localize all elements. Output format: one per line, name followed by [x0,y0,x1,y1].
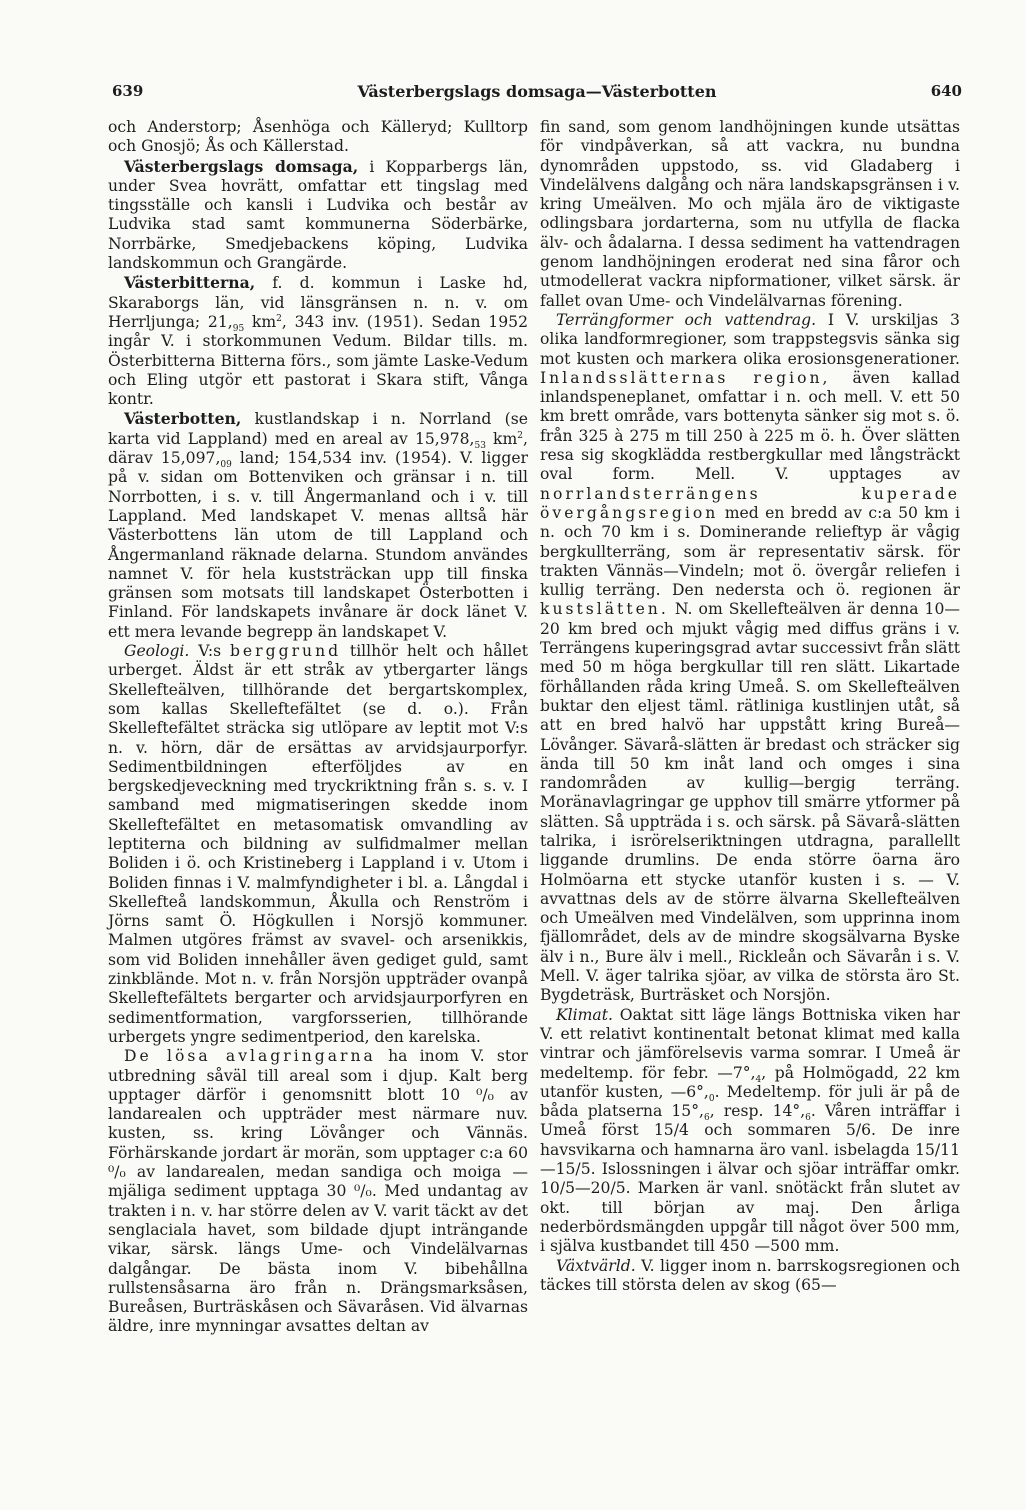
headword: Västerbitterna, [124,273,256,293]
section-heading: Terrängformer och vattendrag. [556,310,817,329]
section-heading: Växtvärld. [556,1256,636,1275]
headword: Västerbergslags domsaga, [124,156,359,176]
entry-vasterbitterna: Västerbitterna, f. d. kommun i Laske hd, Skaraborgs län, vid länsgränsen n. n. v. om Herrljunga; $21,_{95}$ $km^2$, 343 inv. (1951). Sedan 1952 ingår V. i storkommunen Vedum. Bildar tills. m. Österbitterna Bitterna förs., som jämte Laske-Vedum och Eling utgör ett pastorat i Skara stift, Vånga kontr. [108,273,528,409]
page-number-left: 639 [112,82,144,100]
paragraph-continuation: fin sand, som genom landhöjningen kunde utsättas för vindpåverkan, så att vackra, nu bundna dynområden uppstodo, ss. vid Gladaberg i Vindelälvens dalgång och nära landskapsgränsen i v. kring Umeälven. Mo och mjäla äro de viktigaste odlingsbara jordarterna, som nu utfylla de flacka älv- och ådalarna. I dessa sediment ha vattendragen genom landhöjningen eroderat ned sina fåror och utmodellerat vackra nipformationer, vilket särsk. är fallet ovan Ume- och Vindelälvarnas förening. [540,118,960,310]
paragraph-continuation: och Anderstorp; Åsenhöga och Källeryd; Kulltorp och Gnosjö; Ås och Källerstad. [108,118,528,156]
section-klimat: Klimat. Oaktat sitt läge längs Bottniska viken har V. ett relativt kontinentalt betonat klimat med kalla vintrar och jämförelsevis varma somrar. I Umeå är medeltemp. för febr. $—7^\circ,_4$, på Holmögadd, 22 km utanför kusten, $—6^\circ,_0$. Medeltemp. för juli är på de båda platserna $15^\circ,_6$, resp. $14^\circ,_6$. Våren inträffar i Umeå först 15/4 och sommaren 5/6. De inre havsvikarna och hamnarna äro vanl. isbelagda 15/11—15/5. Islossningen i älvar och sjöar inträffar omkr. 10/5—20/5. Marken är vanl. snötäckt från slutet av okt. till början av maj. Den årliga nederbördsmängden uppgår till något över 500 mm, i själva kustbandet till 450 —500 mm. [540,1005,960,1256]
right-column [540,118,960,1295]
section-terrangformer: Terrängformer och vattendrag. I V. urskiljas 3 olika landformregioner, som trappstegsvis sänka sig mot kusten och markera olika erosionsgenerationer. Inlandsslätternas region, även kallad inlandspeneplanet, omfattar i n. och mell. V. ett 50 km brett område, vars bottenyta sänker sig mot s. ö. från 325 à 275 m till 250 à 225 m ö. h. Över slätten resa sig skogklädda restbergkullar med långsträckt oval form. Mell. V. upptages av norrlandsterrängens kuperade övergångsregion med en bredd av c:a 50 km i n. och 70 km i s. Dominerande relieftyp är vågig bergkullterräng, som är representativ särsk. för trakten Vännäs—Vindeln; mot ö. övergår reliefen i kullig terräng. Den nedersta och ö. regionen är kustslätten. N. om Skellefteälven är denna 10—20 km bred och mjukt vågig med diffus gräns i v. Terrängens kuperingsgrad avtar successivt från slätt med 50 m höga bergkullar till ren slätt. Likartade förhållanden råda kring Umeå. S. om Skellefteälven buktar den eljest täml. rätliniga kustlinjen utåt, så att en bred halvö har uppstått kring Bureå—Lövånger. Sävarå-slätten är bredast och sträcker sig ända till 50 km inåt land och omges i sina randområden av kullig—bergig terräng. Moränavlagringar ge upphov till smärre ytformer på slätten. Så uppträda i s. och särsk. på Sävarå-slätten talrika, i isrörelseriktningen utdragna, parallellt liggande drumlins. De enda större öarna äro Holmöarna ett stycke utanför kusten i s. — V. avvattnas dels av de större älvarna Skellefteälven och Umeälven med Vindelälven, som upprinna inom fjällområdet, dels av de mindre skogsälvarna Byske älv i n., Bure älv i mell., Rickleån och Sävarån i s. V. Mell. V. äger talrika sjöar, av vilka de största äro St. Bygdeträsk, Burträsket och Norsjön. [540,310,961,1005]
page-header [112,82,962,106]
running-title: Västerbergslags domsaga—Västerbotten [357,82,717,101]
page-number-right: 640 [930,82,962,100]
entry-vasterbotten: Västerbotten, kustlandskap i n. Norrland (se karta vid Lappland) med en areal av $15,978,_{53}$ $km^2$, därav $15,097,_{09}$ land; 154,534 inv. (1954). V. ligger på v. sidan om Bottenviken och gränsar i n. till Norrbotten, i s. v. till Ångermanland och i v. till Lappland. Med landskapet V. menas alltså här Västerbottens län utom de till Lappland och Ångermanland räknade delarna. Stundom användes namnet V. för hela kuststräckan upp till finska gränsen som motsats till landskapet Österbotten i Finland. För landskapets invånare är dock länet V. ett mera levande begrepp än landskapet V. [108,409,528,641]
section-heading: Klimat. [556,1005,613,1024]
section-losa-avlagringar: De lösa avlagringarna ha inom V. stor utbredning såväl till areal som i djup. Kalt berg upptager därför i genomsnitt blott 10 ⁰/₀ av landarealen och uppträder mest närmare nuv. kusten, ss. kring Lövånger och Vännäs. Förhärskande jordart är morän, som upptager c:a 60 ⁰/₀ av landarealen, medan sandiga och moiga —mjäliga sediment upptaga 30 ⁰/₀. Med undantag av trakten i n. v. har större delen av V. varit täckt av det senglaciala havet, som bildade djupt inträngande vikar, särsk. längs Ume- och Vindelälvarnas dalgångar. De bästa inom V. bibehållna rullstensåsarna äro från n. Drängsmarksåsen, Bureåsen, Burträskåsen och Sävaråsen. Vid älvarnas äldre, inre mynningar avsattes deltan av [108,1047,528,1336]
section-vaxtvarld: Växtvärld. V. ligger inom n. barrskogsregionen och täckes till största delen av skog (65— [540,1256,960,1294]
entry-vasterbergslags-domsaga: Västerbergslags domsaga, i Kopparbergs län, under Svea hovrätt, omfattar ett tingslag med tingsställe och kansli i Ludvika och består av Ludvika stad samt kommunerna Söderbärke, Norrbärke, Smedjebackens köping, Ludvika landskommun och Grangärde. [108,156,528,273]
section-geologi: Geologi. V:s berggrund tillhör helt och hållet urberget. Äldst är ett stråk av ytbergarter längs Skellefteälven, tillhörande det bergartskomplex, som kallas Skelleftefältet (se d. o.). Från Skelleftefältet sträcka sig utlöpare av leptit mot V:s n. v. hörn, där de ersättas av arvidsjaurporfyr. Sedimentbildningen efterföljdes av en bergskedjeveckning med tryckriktning från s. s. v. I samband med migmatiseringen skedde inom Skelleftefältet en metasomatisk omvandling av leptiterna och bildning av sulfidmalmer mellan Boliden i ö. och Kristineberg i Lappland i v. Utom i Boliden finnas i V. malmfyndigheter i bl. a. Långdal i Skellefteå landskommun, Åkulla och Renström i Jörns samt Ö. Högkullen i Norsjö kommuner. Malmen utgöres främst av svavel- och arsenikkis, som vid Boliden innehåller även gediget guld, samt zinkblände. Mot n. v. från Norsjön uppträder ovanpå Skelleftefältets bergarter och arvidsjaurporfyren en sedimentformation, vargforsserien, tillhörande urbergets yngre sedimentperiod, den karelska. [108,642,528,1046]
headword: Västerbotten, [124,409,242,429]
left-column [108,118,528,1337]
section-heading: Geologi. [124,642,190,661]
